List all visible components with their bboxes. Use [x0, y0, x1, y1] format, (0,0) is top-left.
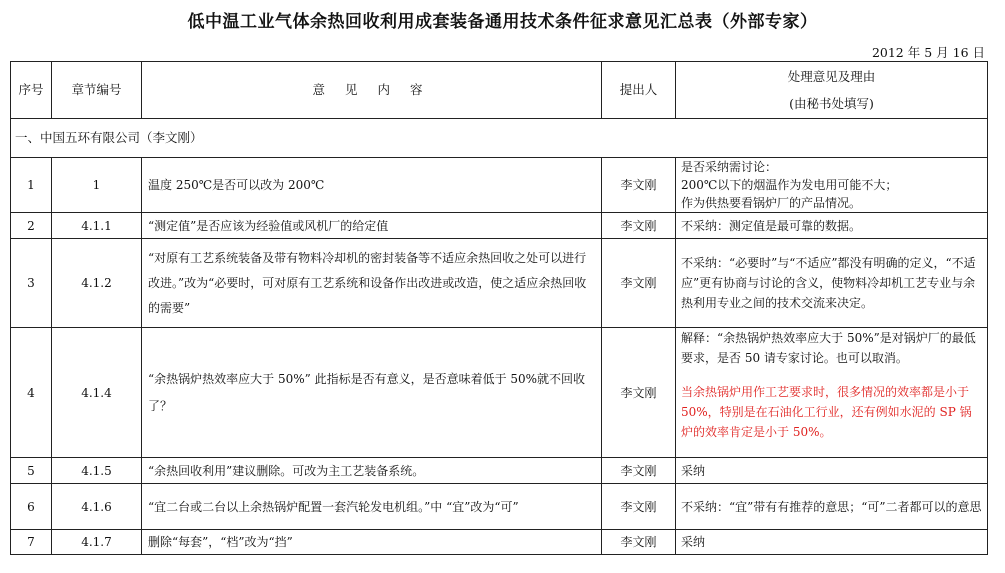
header-handling-line1: 处理意见及理由: [787, 68, 876, 84]
header-seq: 序号: [11, 62, 52, 119]
row-seq: 5: [11, 458, 52, 484]
row-proposer: 李文刚: [602, 328, 676, 458]
row-seq: 4: [11, 328, 52, 458]
row-opinion: “余热回收利用”建议删除。可改为主工艺装备系统。: [142, 458, 602, 484]
table-row: [11, 158, 988, 213]
header-section: 章节编号: [52, 62, 142, 119]
row-section: 4.1.1: [52, 213, 142, 239]
handling-highlight-note: 当余热锅炉用作工艺要求时，很多情况的效率都是小于 50%，特别是在石油化工行业，还有例如水泥的 SP 锅炉的效率肯定是小于 50%。: [681, 385, 972, 439]
handling-explanation: 解释：“余热锅炉热效率应大于 50%”是对锅炉厂的最低要求，是否 50 请专家讨论。也可以取消。: [681, 331, 976, 365]
row-proposer: 李文刚: [602, 458, 676, 484]
row-proposer: 李文刚: [602, 484, 676, 530]
row-section: 4.1.6: [52, 484, 142, 530]
row-handling: 不采纳：测定值是最可靠的数据。: [676, 213, 988, 239]
row-section: 4.1.7: [52, 530, 142, 555]
header-handling: [676, 62, 988, 119]
row-opinion: 删除“每套”，“档”改为“挡”: [142, 530, 602, 555]
header-proposer: 提出人: [602, 62, 676, 119]
table-header-row: [11, 62, 988, 119]
table-row: [11, 239, 988, 328]
table-row: [11, 530, 988, 555]
row-opinion: “宜二台或二台以上余热锅炉配置一套汽轮发电机组。”中 “宜”改为“可”: [142, 484, 602, 530]
table-row: [11, 458, 988, 484]
row-opinion: “测定值”是否应该为经验值或风机厂的给定值: [142, 213, 602, 239]
document-date: 2012 年 5 月 16 日: [871, 45, 985, 60]
row-proposer: 李文刚: [602, 530, 676, 555]
handling-line: 是否采纳需讨论：: [681, 160, 778, 174]
handling-line: 200℃以下的烟温作为发电用可能不大；: [681, 178, 898, 192]
row-section: 4.1.5: [52, 458, 142, 484]
header-opinion: 意 见 内 容: [142, 62, 602, 119]
row-section: 1: [52, 158, 142, 213]
opinion-table: [10, 61, 988, 555]
row-proposer: 李文刚: [602, 158, 676, 213]
table-row: [11, 213, 988, 239]
row-handling: 不采纳：“宜”带有有推荐的意思；“可”二者都可以的意思: [676, 484, 988, 530]
row-seq: 7: [11, 530, 52, 555]
handling-line: 作为供热要看锅炉厂的产品情况。: [681, 196, 862, 210]
row-handling: [676, 158, 988, 213]
row-section: 4.1.2: [52, 239, 142, 328]
row-seq: 6: [11, 484, 52, 530]
row-handling: 采纳: [676, 530, 988, 555]
row-handling: [676, 328, 988, 458]
row-seq: 3: [11, 239, 52, 328]
group-label: 一、中国五环有限公司（李文刚）: [11, 119, 988, 158]
row-seq: 2: [11, 213, 52, 239]
row-opinion: 温度 250℃是否可以改为 200℃: [142, 158, 602, 213]
row-opinion: “对原有工艺系统装备及带有物料冷却机的密封装备等不适应余热回收之处可以进行改进。”改为“必要时，可对原有工艺系统和设备作出改进或改造，使之适应余热回收的需要”: [142, 239, 602, 328]
row-opinion: “余热锅炉热效率应大于 50%” 此指标是否有意义，是否意味着低于 50%就不回收了？: [142, 328, 602, 458]
row-proposer: 李文刚: [602, 213, 676, 239]
document-title: 低中温工业气体余热回收利用成套装备通用技术条件征求意见汇总表（外部专家）: [187, 12, 818, 32]
row-section: 4.1.4: [52, 328, 142, 458]
row-handling: 不采纳：“必要时”与“不适应”都没有明确的定义，“不适应”更有协商与讨论的含义，使物料冷却机工艺专业与余热利用专业之间的技术交流来决定。: [676, 239, 988, 328]
group-row: [11, 119, 988, 158]
row-handling: 采纳: [676, 458, 988, 484]
header-handling-line2: (由秘书处填写): [789, 95, 874, 111]
table-row: [11, 328, 988, 458]
row-seq: 1: [11, 158, 52, 213]
row-proposer: 李文刚: [602, 239, 676, 328]
table-row: [11, 484, 988, 530]
